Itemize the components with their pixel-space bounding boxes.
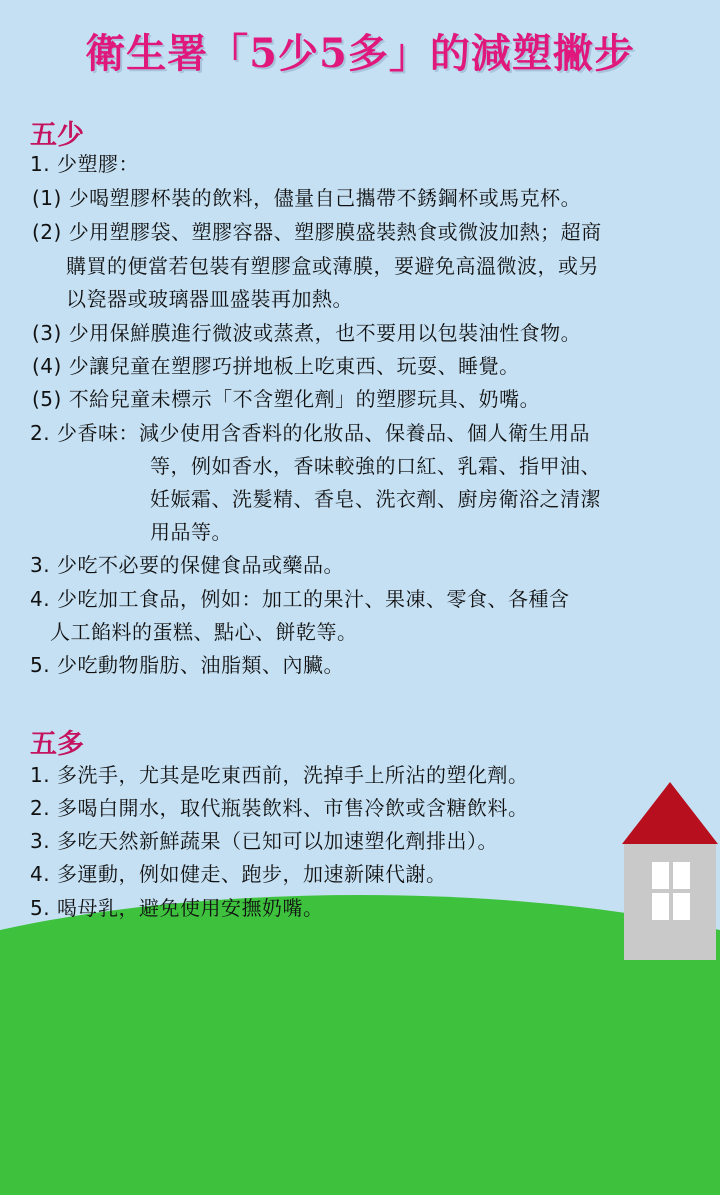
list-item: 3. 少吃不必要的保健食品或藥品。 — [30, 553, 344, 577]
list-item: 2. 多喝白開水，取代瓶裝飲料、市售冷飲或含糖飲料。 — [30, 796, 529, 820]
list-item: 1. 多洗手，尤其是吃東西前，洗掉手上所沾的塑化劑。 — [30, 763, 529, 787]
list-item: 4. 少吃加工食品，例如：加工的果汁、果凍、零食、各種含 — [30, 587, 570, 611]
list-item: (1) 少喝塑膠杯裝的飲料，儘量自己攜帶不銹鋼杯或馬克杯。 — [32, 186, 582, 210]
list-item: (3) 少用保鮮膜進行微波或蒸煮，也不要用以包裝油性食物。 — [32, 321, 582, 345]
list-item: 5. 喝母乳，避免使用安撫奶嘴。 — [30, 896, 324, 920]
list-item: 人工餡料的蛋糕、點心、餅乾等。 — [50, 620, 358, 644]
list-item: 等，例如香水，香味較強的口紅、乳霜、指甲油、 — [150, 454, 601, 478]
list-item: 妊娠霜、洗髮精、香皂、洗衣劑、廚房衛浴之清潔 — [150, 487, 601, 511]
list-item: 用品等。 — [150, 520, 232, 544]
list-item: 2. 少香味：減少使用含香料的化妝品、保養品、個人衛生用品 — [30, 421, 590, 445]
list-item: 3. 多吃天然新鮮蔬果（已知可以加速塑化劑排出）。 — [30, 829, 498, 853]
list-item: (5) 不給兒童未標示「不含塑化劑」的塑膠玩具、奶嘴。 — [32, 387, 541, 411]
list-item: 購買的便當若包裝有塑膠盒或薄膜，要避免高溫微波，或另 — [66, 254, 599, 278]
list-item: 4. 多運動，例如健走、跑步，加速新陳代謝。 — [30, 862, 447, 886]
green-hill — [0, 895, 720, 1195]
section-heading-five-less: 五少 — [30, 120, 84, 151]
list-item: (4) 少讓兒童在塑膠巧拼地板上吃東西、玩耍、睡覺。 — [32, 354, 520, 378]
house-roof-icon — [622, 782, 718, 844]
section-heading-five-more: 五多 — [30, 729, 84, 760]
list-item: 1. 少塑膠： — [30, 152, 139, 176]
list-item: (2) 少用塑膠袋、塑膠容器、塑膠膜盛裝熱食或微波加熱；超商 — [32, 220, 602, 244]
list-item: 5. 少吃動物脂肪、油脂類、內臟。 — [30, 653, 344, 677]
house-window-icon — [652, 862, 690, 920]
list-item: 以瓷器或玻璃器皿盛裝再加熱。 — [66, 287, 353, 311]
page-title: 衛生署「5少5多」的減塑撇步 — [85, 30, 635, 77]
